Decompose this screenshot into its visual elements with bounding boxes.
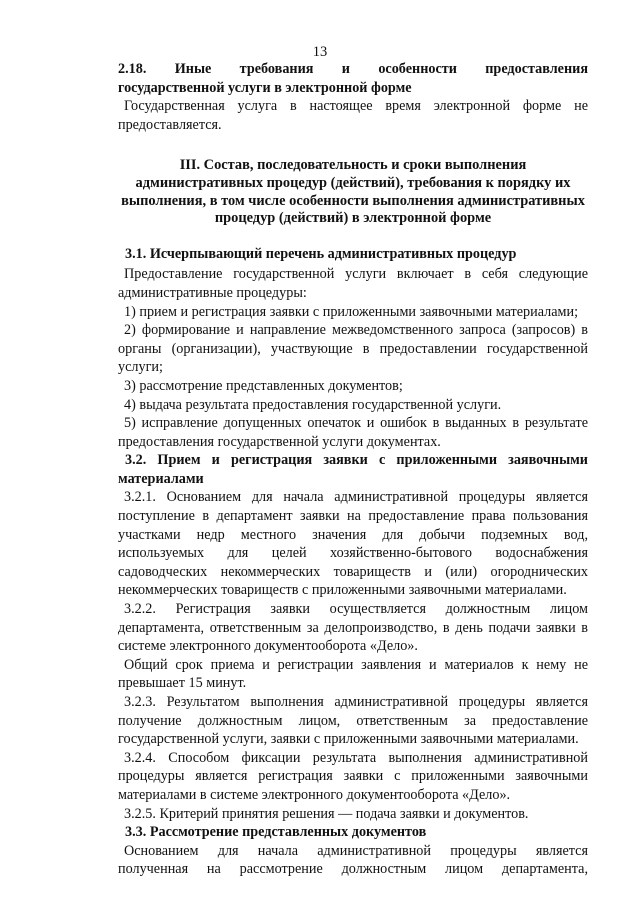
list-item: 5) исправление допущенных опечаток и ошибок в выданных в результате предоставления государственной услуги документах. (118, 415, 588, 450)
paragraph-3-2-3: 3.2.3. Результатом выполнения административной процедуры является получение должностным лицом, ответственным за предоставление государственной услуги, заявки с приложенными заявочными материалами. (118, 694, 588, 748)
page-number: 13 (312, 44, 328, 60)
section-3-title-line3: выполнения, в том числе особенности выполнения административных (121, 192, 585, 209)
section-3-2-heading-line1: 3.2. Прием и регистрация заявки с приложенными заявочными (125, 452, 588, 469)
paragraph-3-2-5: 3.2.5. Критерий принятия решения — подача заявки и документов. (124, 805, 529, 822)
paragraph-3-2-4: 3.2.4. Способом фиксации результата выполнения административной процедуры является регистрация заявки с приложенными заявочными материалами в системе электронного документооборота «Дело». (118, 749, 588, 803)
page-content (118, 60, 588, 879)
list-item: 2) формирование и направление межведомственного запроса (запросов) в органы (организации), участвующие в предоставлении государственной услуги; (118, 322, 588, 376)
section-3-3-line1: Основанием для начала административной процедуры является (124, 842, 588, 859)
paragraph-3-2-1: 3.2.1. Основанием для начала административной процедуры является поступление в департамент заявки на предоставление права пользования участками недр местного значения для добычи подземных вод, используемых для целей хозяйственно-бытового водоснабжения садоводческих некоммерческих товариществ и (или) огороднических некоммерческих товариществ с приложенными заявочными материалами. (118, 489, 588, 599)
section-2-18-heading-line2: государственной услуги в электронной форме (118, 79, 412, 96)
section-3-2-heading-line2: материалами (118, 470, 204, 487)
section-3-title (118, 157, 588, 227)
section-3-1-heading: 3.1. Исчерпывающий перечень административных процедур (125, 245, 517, 262)
section-3-title-line4: процедур (действий) в электронной форме (214, 210, 492, 227)
section-3-title-line1: III. Состав, последовательность и сроки выполнения (179, 157, 527, 174)
section-3-3-line2: полученная на рассмотрение должностным лицом департамента, (118, 861, 588, 878)
paragraph-total-time: Общий срок приема и регистрации заявления и материалов к нему не превышает 15 минут. (118, 656, 588, 692)
paragraph-3-2-2: 3.2.2. Регистрация заявки осуществляется должностным лицом департамента, ответственным за делопроизводство, в день подачи заявки в системе электронного документооборота «Дело». (118, 601, 588, 655)
list-item: 3) рассмотрение представленных документов; (124, 377, 403, 394)
section-3-1-intro: Предоставление государственной услуги включает в себя следующие административные процедуры: (118, 266, 588, 301)
section-3-3-heading: 3.3. Рассмотрение представленных документов (125, 824, 427, 841)
list-item: 4) выдача результата предоставления государственной услуги. (124, 396, 502, 413)
section-2-18-text: Государственная услуга в настоящее время электронной форме не предоставляется. (118, 98, 588, 133)
section-3-title-line2: административных процедур (действий), требования к порядку их (135, 174, 571, 191)
section-2-18-heading-line1: 2.18. Иные требования и особенности предоставления (118, 61, 588, 77)
list-item: 1) прием и регистрация заявки с приложенными заявочными материалами; (124, 303, 579, 320)
